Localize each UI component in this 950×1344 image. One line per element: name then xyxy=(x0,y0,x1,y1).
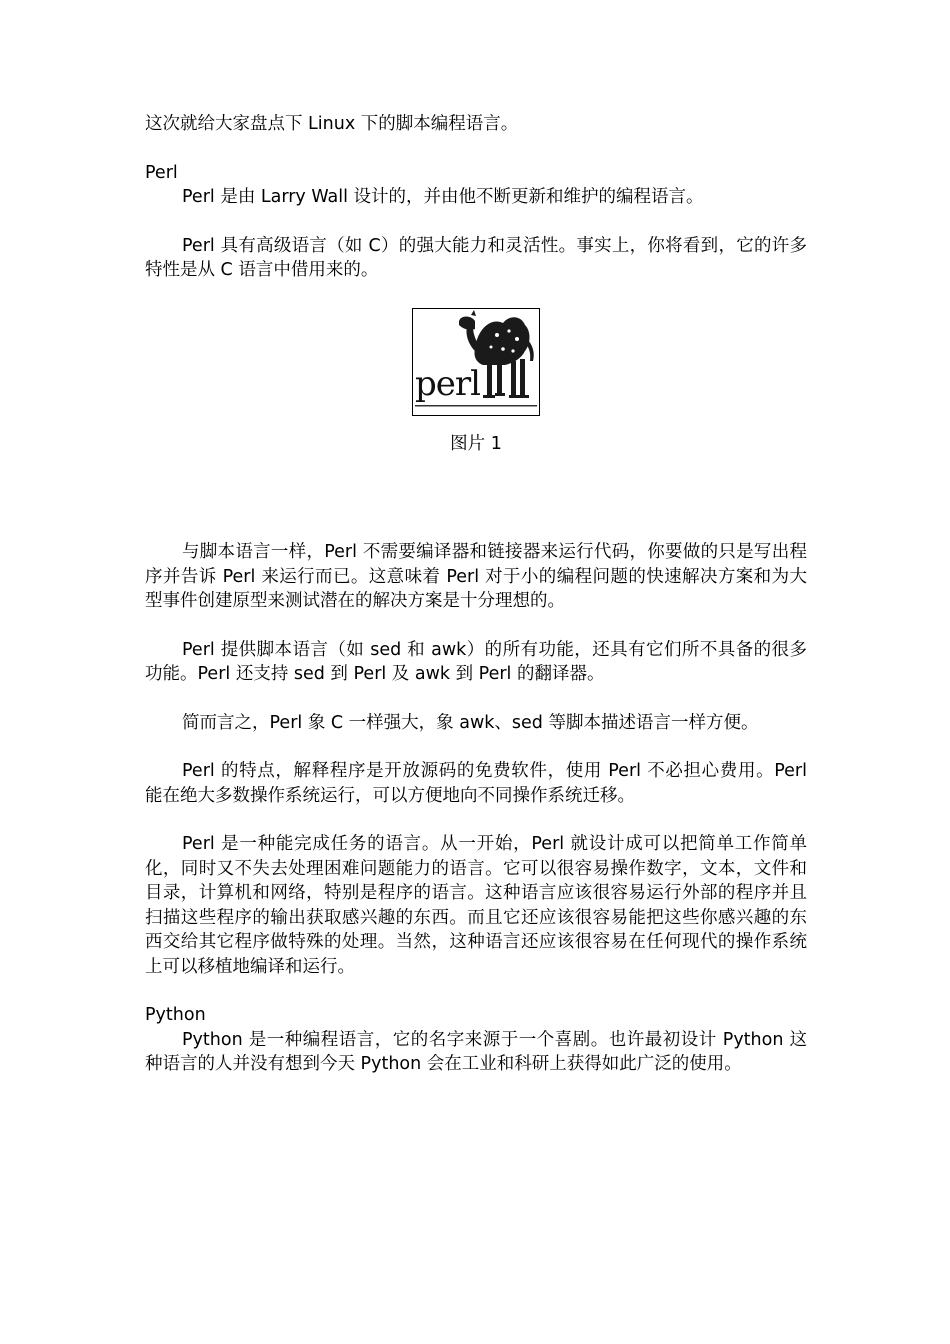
document-page xyxy=(145,112,807,1077)
perl-paragraph-4: Perl 提供脚本语言（如 sed 和 awk）的所有功能，还具有它们所不具备的很多功能。Perl 还支持 sed 到 Perl 及 awk 到 Perl 的翻译器。 xyxy=(145,639,807,684)
perl-paragraph-1: Perl 是由 Larry Wall 设计的，并由他不断更新和维护的编程语言。 xyxy=(182,187,704,207)
spacer xyxy=(145,735,807,759)
perl-figure xyxy=(145,308,807,457)
perl-camel-logo xyxy=(412,308,540,416)
spacer xyxy=(145,687,807,711)
spacer xyxy=(145,210,807,234)
python-heading: Python xyxy=(145,1005,206,1025)
perl-paragraph-6: Perl 的特点，解释程序是开放源码的免费软件，使用 Perl 不必担心费用。Perl 能在绝大多数操作系统运行，可以方便地向不同操作系统迁移。 xyxy=(145,761,807,806)
perl-paragraph-7: Perl 是一种能完成任务的语言。从一开始，Perl 就设计成可以把简单工作简单化，同时又不失去处理困难问题能力的语言。它可以很容易操作数字，文本，文件和目录，计算机和网络，特别是程序的语言。这种语言应该很容易运行外部的程序并且扫描这些程序的输出获取感兴趣的东西。而且它还应该很容易能把这些你感兴趣的东西交给其它程序做特殊的处理。当然，这种语言还应该很容易在任何现代的操作系统上可以移植地编译和运行。 xyxy=(145,834,807,977)
spacer xyxy=(145,614,807,638)
python-paragraph-1: Python 是一种编程语言，它的名字来源于一个喜剧。也许最初设计 Python 这种语言的人并没有想到今天 Python 会在工业和科研上获得如此广泛的使用。 xyxy=(145,1029,807,1074)
spacer xyxy=(145,979,807,1003)
perl-heading: Perl xyxy=(145,162,178,183)
figure-caption: 图片 1 xyxy=(450,433,502,454)
perl-paragraph-3: 与脚本语言一样，Perl 不需要编译器和链接器来运行代码，你要做的只是写出程序并告诉 Perl 来运行而已。这意味着 Perl 对于小的编程问题的快速解决方案和为大型事件创建原型来测试潜在的解决方案是十分理想的。 xyxy=(145,542,807,611)
spacer xyxy=(145,808,807,832)
perl-paragraph-5: 简而言之，Perl 象 C 一样强大，象 awk、sed 等脚本描述语言一样方便。 xyxy=(182,712,759,733)
perl-paragraph-2: Perl 具有高级语言（如 C）的强大能力和灵活性。事实上，你将看到，它的许多特性是从 C 语言中借用来的。 xyxy=(145,235,807,280)
perl-logo-text: perl xyxy=(415,363,481,404)
intro-paragraph: 这次就给大家盘点下 Linux 下的脚本编程语言。 xyxy=(145,114,519,134)
